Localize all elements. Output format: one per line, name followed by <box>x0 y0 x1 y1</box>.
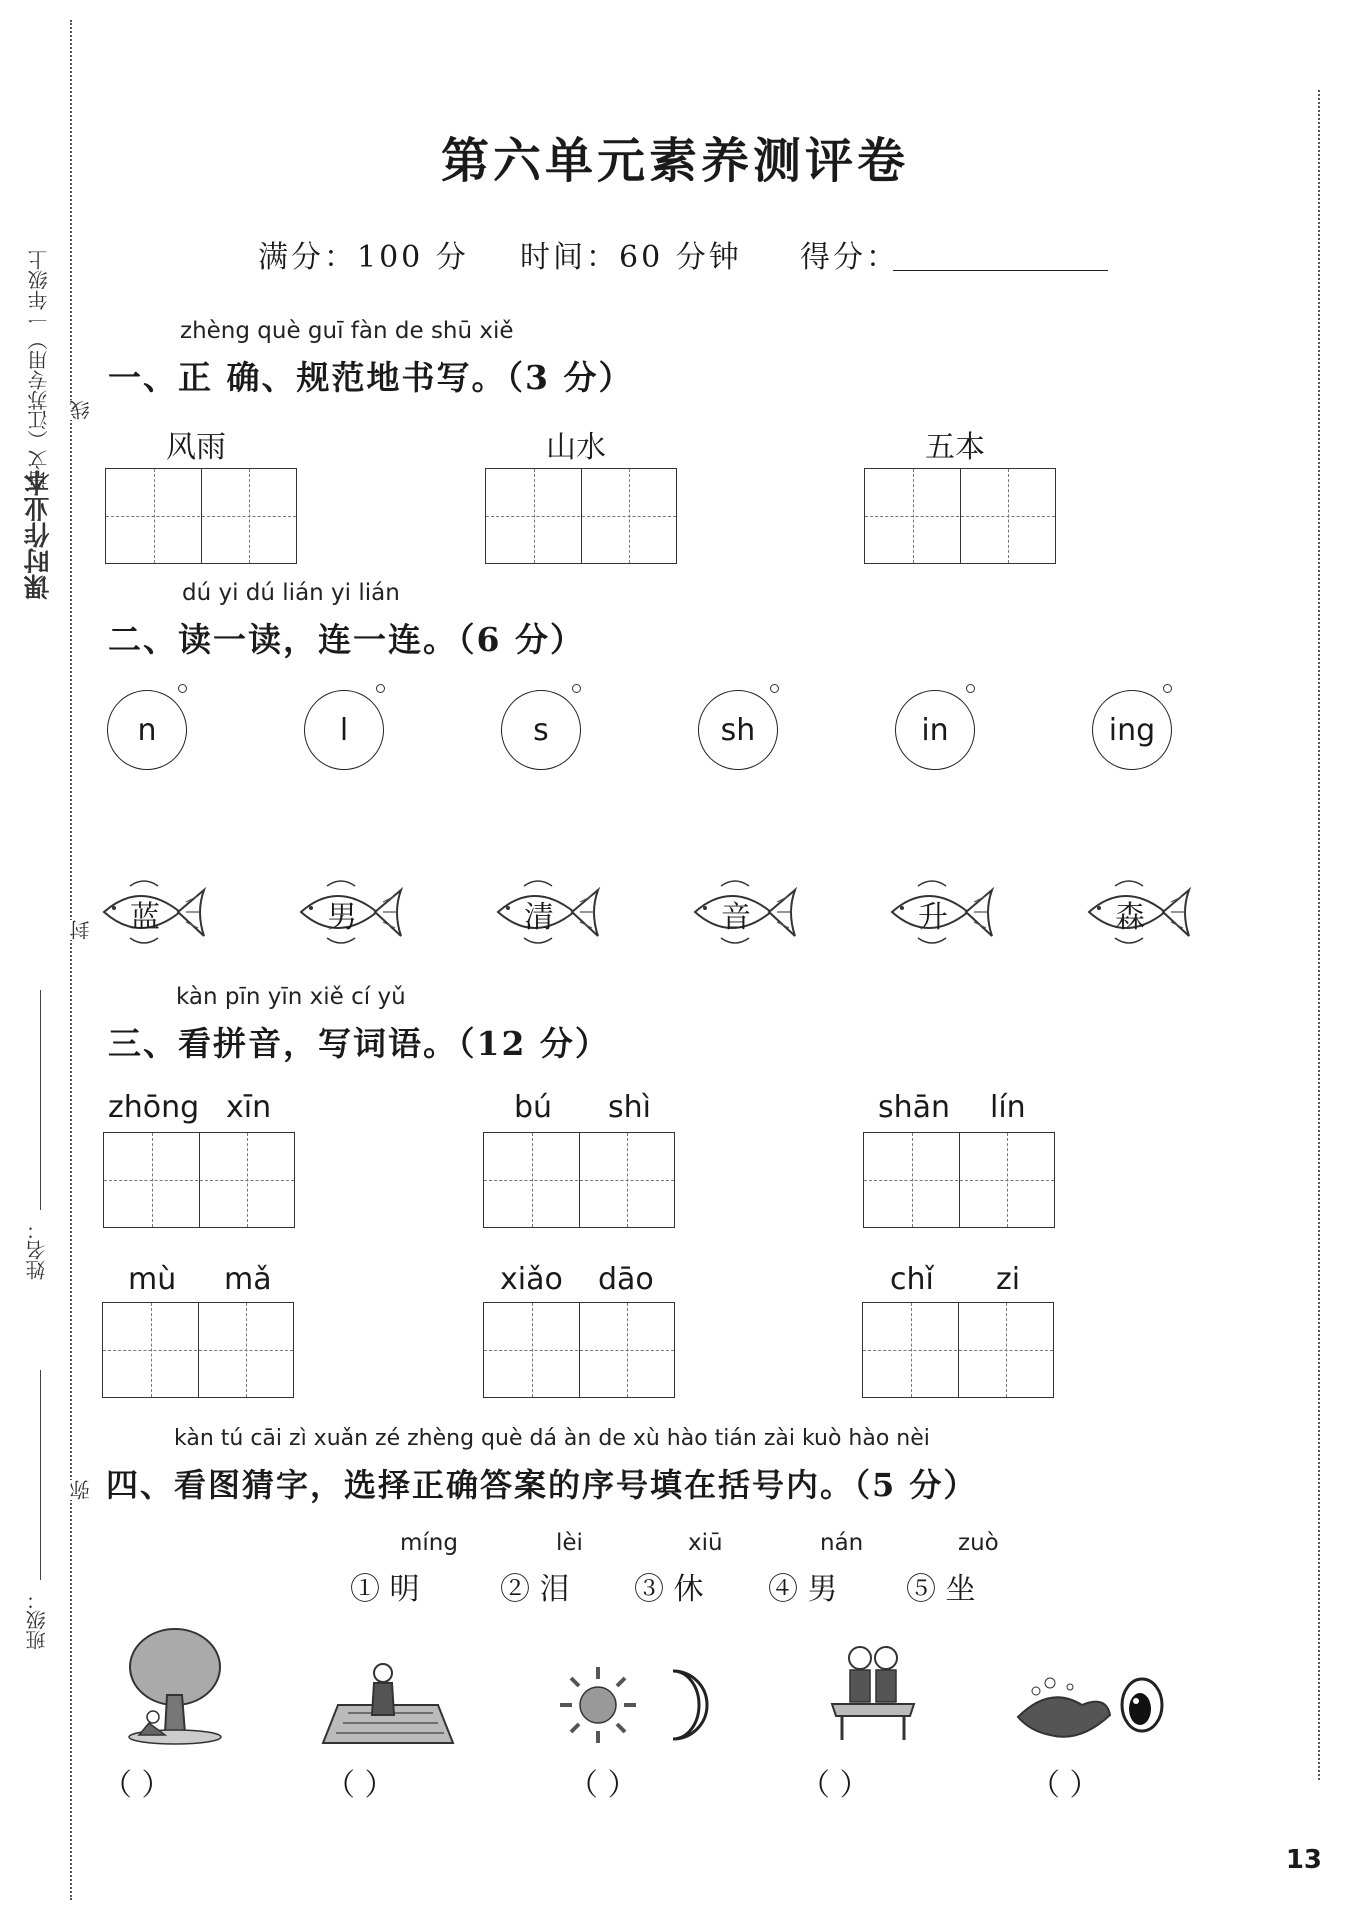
pinyin-circle-s[interactable]: s <box>501 690 581 770</box>
pinyin-circle-in[interactable]: in <box>895 690 975 770</box>
connect-dot[interactable] <box>966 684 975 693</box>
word-pinyin-1a: zhōng <box>108 1090 200 1125</box>
section3-grid-1[interactable] <box>103 1132 295 1228</box>
section1-word-2: 山水 <box>546 430 606 465</box>
word-pinyin-3a: shān <box>878 1090 951 1125</box>
name-write-line <box>40 990 41 1210</box>
option-4: ④ 男 <box>768 1572 838 1607</box>
children-bench-icon <box>822 1640 922 1750</box>
fish-card[interactable] <box>494 872 604 952</box>
section3-grid-3[interactable] <box>863 1132 1055 1228</box>
option-3: ③ 休 <box>634 1572 704 1607</box>
pinyin-circle-n[interactable]: n <box>107 690 187 770</box>
option-pinyin-4: nán <box>820 1530 864 1556</box>
word-pinyin-4b: mǎ <box>224 1262 272 1297</box>
section3-grid-4[interactable] <box>102 1302 294 1398</box>
word-pinyin-1b: xīn <box>226 1090 272 1125</box>
fish-card[interactable] <box>888 872 998 952</box>
word-pinyin-5b: dāo <box>598 1262 654 1297</box>
section1-grid-1[interactable] <box>105 468 297 564</box>
pinyin-circle-sh[interactable]: sh <box>698 690 778 770</box>
binding-dotted-line <box>70 20 72 1900</box>
answer-paren-1[interactable]: （ ） <box>102 1768 172 1803</box>
option-1: ① 明 <box>350 1572 420 1607</box>
word-pinyin-6a: chǐ <box>890 1262 934 1297</box>
answer-paren-4[interactable]: （ ） <box>800 1768 870 1803</box>
option-pinyin-1: míng <box>400 1530 458 1556</box>
section3-grid-6[interactable] <box>862 1302 1054 1398</box>
connect-dot[interactable] <box>770 684 779 693</box>
option-5: ⑤ 坐 <box>906 1572 976 1607</box>
time-limit: 时间：60 分钟 <box>520 240 742 275</box>
score-input-line[interactable] <box>893 270 1108 271</box>
word-pinyin-2b: shì <box>608 1090 651 1125</box>
section2-pinyin: dú yi dú lián yi lián <box>182 580 400 606</box>
option-pinyin-5: zuò <box>958 1530 999 1556</box>
word-pinyin-3b: lín <box>990 1090 1026 1125</box>
eye-tear-icon <box>1010 1665 1170 1745</box>
section4-pinyin: kàn tú cāi zì xuǎn zé zhèng què dá àn de xù hào tián zài kuò hào nèi <box>174 1426 930 1451</box>
right-dotted-line <box>1318 90 1320 1780</box>
connect-dot[interactable] <box>1163 684 1172 693</box>
sidebar-seal2-label: 弥 <box>66 1480 95 1500</box>
full-score: 满分：100 分 <box>258 240 469 275</box>
page-title: 第六单元素养测评卷 <box>440 133 909 189</box>
section1-word-1: 风雨 <box>166 430 226 465</box>
page-number: 13 <box>1285 1845 1322 1875</box>
fish-card[interactable] <box>1085 872 1195 952</box>
sidebar-book-title: 课时作业本 <box>24 470 54 600</box>
section3-heading: 三、看拼音，写词语。（12 分） <box>108 1024 610 1063</box>
sidebar-class-label: 班级： <box>25 1590 49 1650</box>
section3-grid-5[interactable] <box>483 1302 675 1398</box>
pinyin-circle-l[interactable]: l <box>304 690 384 770</box>
fish-character: 升 <box>918 900 948 935</box>
section1-pinyin: zhèng què guī fàn de shū xiě <box>180 318 514 344</box>
pinyin-circle-ing[interactable]: ing <box>1092 690 1172 770</box>
word-pinyin-5a: xiǎo <box>500 1262 563 1297</box>
connect-dot[interactable] <box>376 684 385 693</box>
fish-character: 音 <box>721 900 751 935</box>
score-label: 得分： <box>800 240 899 275</box>
fish-character: 森 <box>1115 900 1145 935</box>
option-pinyin-2: lèi <box>556 1530 583 1556</box>
section2-heading: 二、读一读，连一连。（6 分） <box>108 620 585 659</box>
section1-grid-3[interactable] <box>864 468 1056 564</box>
word-pinyin-2a: bú <box>514 1090 553 1125</box>
fish-card[interactable] <box>100 872 210 952</box>
word-pinyin-4a: mù <box>128 1262 177 1297</box>
fish-card[interactable] <box>297 872 407 952</box>
answer-paren-3[interactable]: （ ） <box>568 1768 638 1803</box>
section1-heading: 一、正 确、规范地书写。（3 分） <box>108 358 634 397</box>
fish-character: 男 <box>327 900 357 935</box>
sidebar-seal-label: 封 <box>66 920 95 940</box>
fish-character: 清 <box>524 900 554 935</box>
field-farmer-icon <box>318 1655 458 1750</box>
word-pinyin-6b: zi <box>996 1262 1021 1297</box>
option-pinyin-3: xiū <box>688 1530 723 1556</box>
sun-moon-icon <box>558 1665 718 1745</box>
option-2: ② 泪 <box>500 1572 570 1607</box>
sidebar-name-label: 姓名： <box>25 1220 49 1280</box>
answer-paren-5[interactable]: （ ） <box>1030 1768 1100 1803</box>
answer-paren-2[interactable]: （ ） <box>325 1768 395 1803</box>
connect-dot[interactable] <box>178 684 187 693</box>
connect-dot[interactable] <box>572 684 581 693</box>
section3-grid-2[interactable] <box>483 1132 675 1228</box>
section3-pinyin: kàn pīn yīn xiě cí yǔ <box>176 984 406 1010</box>
sidebar-cut-line-label: 线 <box>66 400 95 420</box>
section4-heading: 四、看图猜字，选择正确答案的序号填在括号内。（5 分） <box>106 1466 978 1504</box>
section1-grid-2[interactable] <box>485 468 677 564</box>
class-write-line <box>40 1370 41 1580</box>
fish-character: 蓝 <box>130 900 160 935</box>
tree-person-icon <box>125 1625 225 1745</box>
sidebar-subject: 语文（江苏专用）一年级上 <box>27 250 51 490</box>
section1-word-3: 五本 <box>925 430 985 465</box>
fish-card[interactable] <box>691 872 801 952</box>
